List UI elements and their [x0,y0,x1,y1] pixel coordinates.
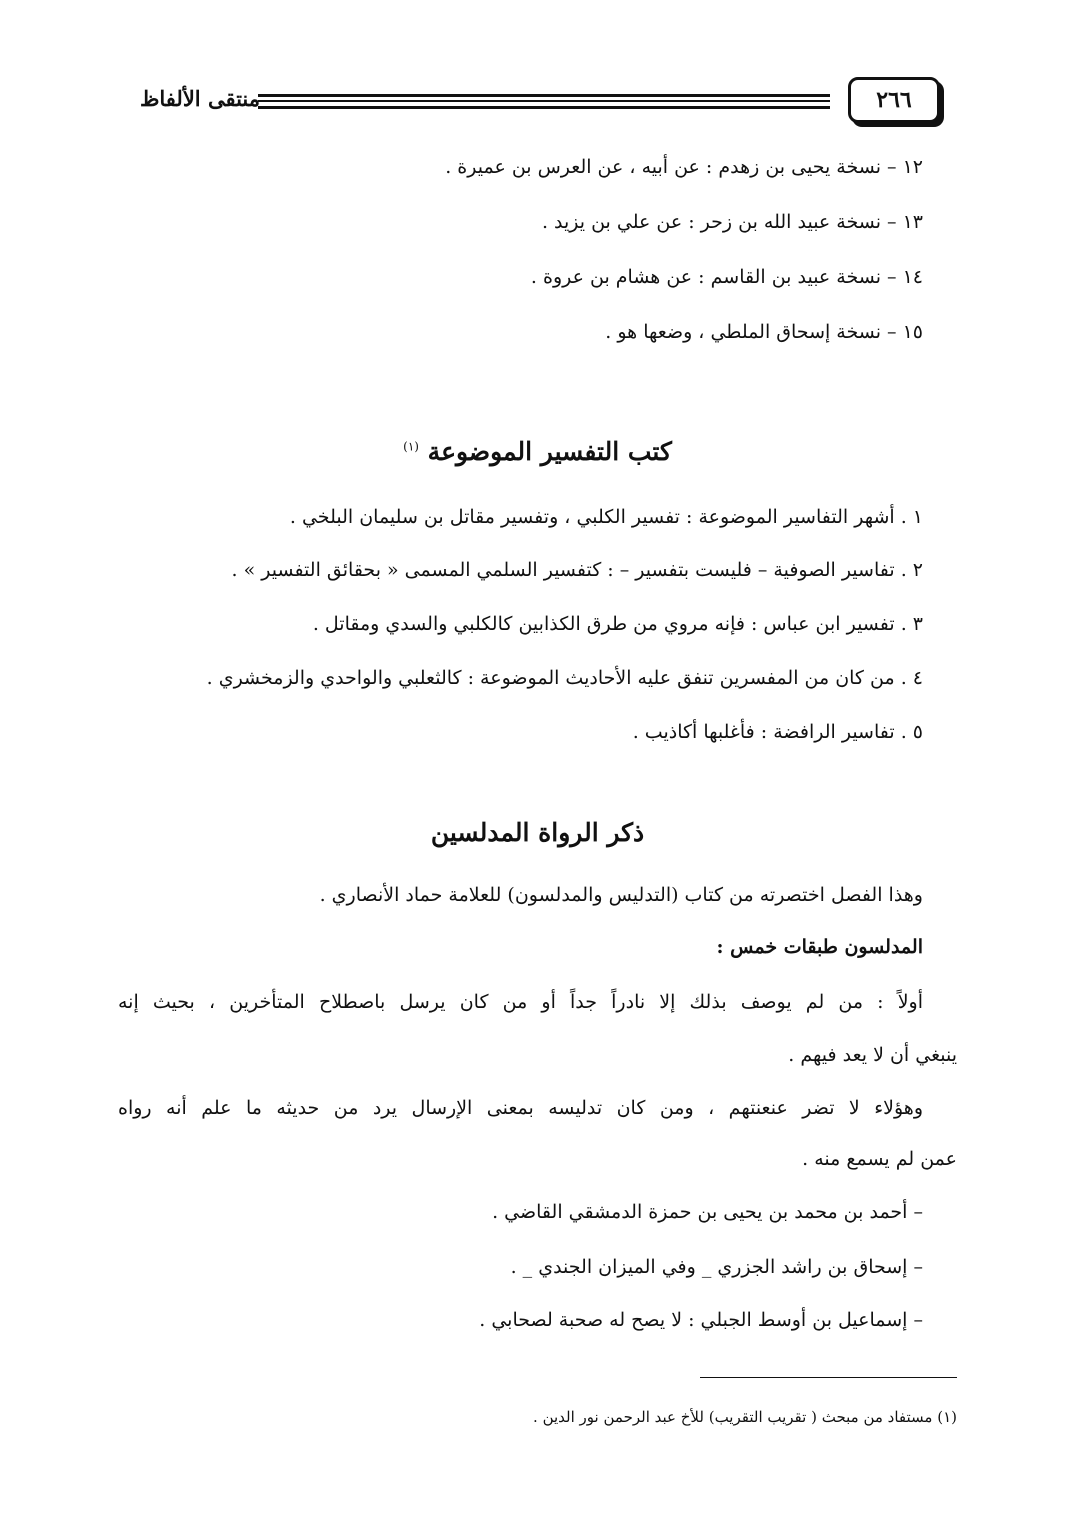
list-item: ١٢ – نسخة يحيى بن زهدم : عن أبيه ، عن العرس بن عميرة . [445,156,923,178]
book-title: منتقى الألفاظ [139,86,260,111]
paragraph-line: وهؤلاء لا تضر عنعنتهم ، ومن كان تدليسه بمعنى الإرسال يرد من حديثه ما علم أنه رواه [118,1097,923,1119]
list-item: ١٤ – نسخة عبيد بن القاسم : عن هشام بن عروة . [530,266,923,288]
header-rule [258,106,830,109]
list-item: ١٣ – نسخة عبيد الله بن زحر : عن علي بن يزيد . [541,211,923,233]
section-heading [0,437,1075,466]
section-heading-text: كتب التفسير الموضوعة [427,437,672,466]
list-item: ٤ . من كان من المفسرين تنفق عليه الأحاديث الموضوعة : كالثعلبي والواحدي والزمخشري . [206,667,923,689]
paragraph-line: ينبغي أن لا يعد فيهم . [788,1044,957,1066]
list-item: ٢ . تفاسير الصوفية – فليست بتفسير – : كتفسير السلمي المسمى « بحقائق التفسير » . [231,559,923,581]
list-item: ٥ . تفاسير الرافضة : فأغلبها أكاذيب . [632,721,923,743]
header-rule [258,100,830,102]
section-heading: ذكر الرواة المدلسين [430,818,645,847]
list-item: – إسماعيل بن أوسط الجبلي : لا يصح له صحبة لصحابي . [479,1309,923,1331]
paragraph-line: أولاً : من لم يوصف بذلك إلا نادراً جداً أو من كان يرسل باصطلاح المتأخرين ، بحيث إنه [118,991,923,1013]
subheading: المدلسون طبقات خمس : [716,936,923,958]
list-item: ١ . أشهر التفاسير الموضوعة : تفسير الكلبي ، وتفسير مقاتل بن سليمان البلخي . [289,506,923,528]
intro-paragraph: وهذا الفصل اختصرته من كتاب (التدليس والمدلسون) للعلامة حماد الأنصاري . [319,884,923,906]
list-item: – إسحاق بن راشد الجزري _ وفي الميزان الجندي _ . [510,1256,923,1278]
list-item: ٣ . تفسير ابن عباس : فإنه مروي من طرق الكذابين كالكلبي والسدي ومقاتل . [312,613,923,635]
header-rule [258,94,830,97]
page-number: ٢٦٦ [848,77,940,123]
list-item: – أحمد بن محمد بن يحيى بن حمزة الدمشقي القاضي . [492,1201,923,1223]
list-item: ١٥ – نسخة إسحاق الملطي ، وضعها هو . [605,321,923,343]
footnote: (١) مستفاد من مبحث ( تقريب التقريب) للأخ عبد الرحمن نور الدين . [533,1408,957,1426]
footnote-marker: (١) [403,439,419,454]
paragraph-line: عمن لم يسمع منه . [802,1148,957,1170]
footnote-divider [700,1377,957,1378]
